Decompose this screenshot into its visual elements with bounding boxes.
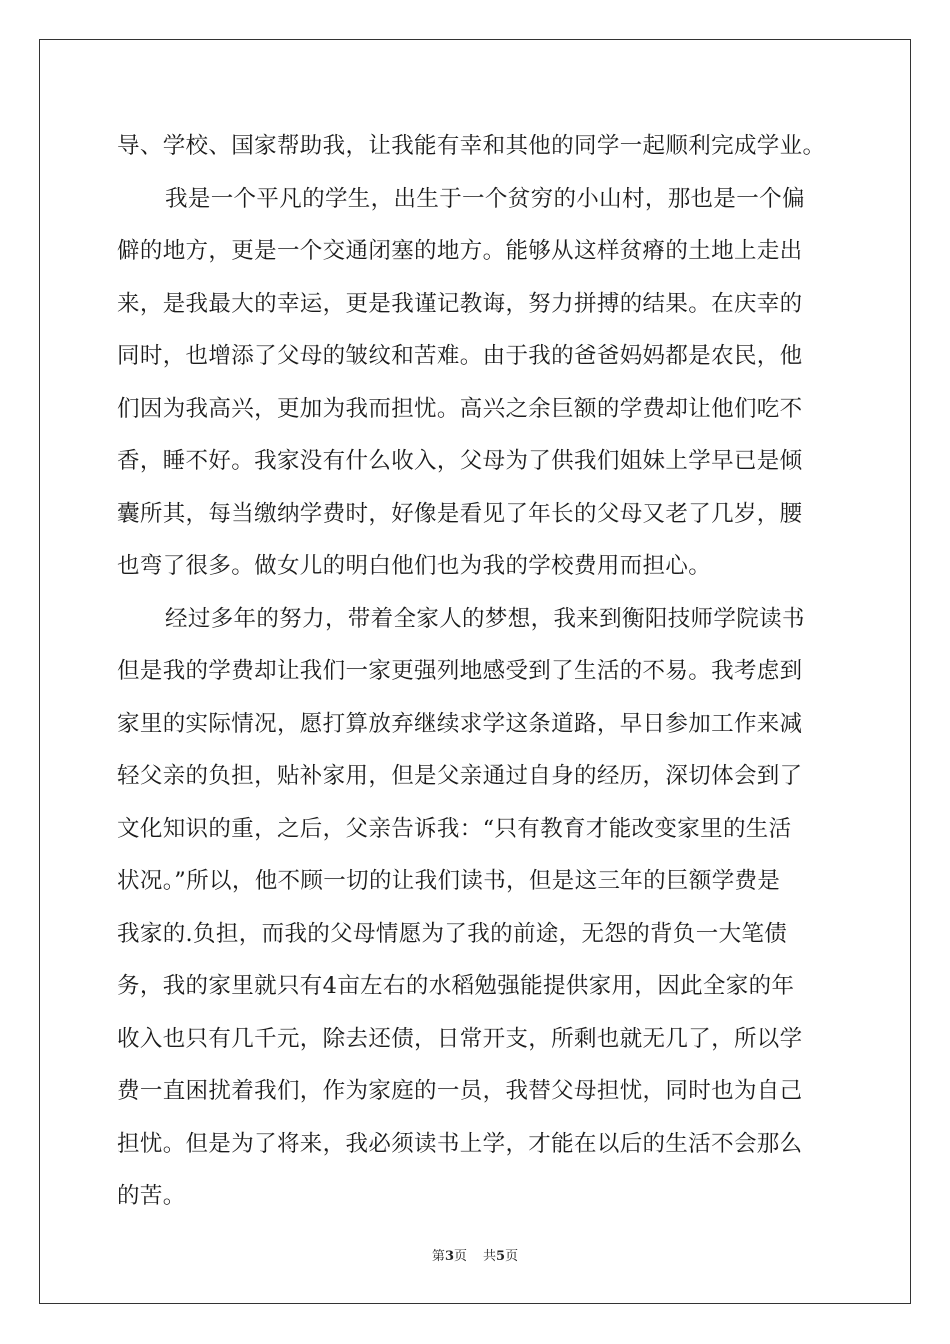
page-number: 3: [444, 1249, 454, 1264]
page-prefix: 第: [431, 1249, 445, 1264]
document-body: [117, 120, 833, 1223]
paragraph-start-line: 我是一个平凡的学生，出生于一个贫穷的小山村，那也是一个偏: [165, 185, 805, 212]
text-line: 也弯了很多。做女儿的明白他们也为我的学校费用而担心。: [117, 553, 712, 579]
page-suffix: 页: [453, 1249, 467, 1264]
total-suffix: 页: [505, 1249, 519, 1264]
text-line: 轻父亲的负担，贴补家用，但是父亲通过自身的经历，深切体会到了: [117, 763, 803, 789]
text-line: 们因为我高兴，更加为我而担忧。高兴之余巨额的学费却让他们吃不: [117, 395, 803, 422]
text-line: 同时，也增添了父母的皱纹和苦难。由于我的爸爸妈妈都是农民，他: [117, 343, 803, 369]
text-line: 我家的.负担，而我的父母情愿为了我的前途，无怨的背负一大笔债: [117, 920, 788, 947]
total-pages: 5: [496, 1249, 506, 1264]
text-line: 导、学校、国家帮助我，让我能有幸和其他的同学一起顺利完成学业。: [117, 133, 826, 159]
total-prefix: 共: [483, 1249, 497, 1264]
text-line: 家里的实际情况，愿打算放弃继续求学这条道路，早日参加工作来减: [117, 710, 803, 737]
text-line: 担忧。但是为了将来，我必须读书上学，才能在以后的生活不会那么: [117, 1130, 803, 1157]
page-footer: [0, 1245, 950, 1264]
text-line: 务，我的家里就只有4亩左右的水稻勉强能提供家用，因此全家的年: [117, 973, 795, 999]
text-line: 来，是我最大的幸运，更是我谨记教诲，努力拼搏的结果。在庆幸的: [117, 290, 803, 317]
text-line: 但是我的学费却让我们一家更强列地感受到了生活的不易。我考虑到: [117, 658, 803, 684]
text-line: 文化知识的重，之后，父亲告诉我：“只有教育才能改变家里的生活: [117, 815, 792, 842]
text-line: 僻的地方，更是一个交通闭塞的地方。能够从这样贫瘠的土地上走出: [117, 238, 803, 264]
text-line: 费一直困扰着我们，作为家庭的一员，我替父母担忧，同时也为自己: [117, 1078, 803, 1104]
text-line: 囊所其，每当缴纳学费时，好像是看见了年长的父母又老了几岁，腰: [117, 500, 803, 527]
text-line: 状况。”所以，他不顾一切的让我们读书，但是这三年的巨额学费是: [117, 868, 781, 894]
text-line: 香，睡不好。我家没有什么收入，父母为了供我们姐妹上学早已是倾: [117, 448, 803, 474]
text-line: 的苦。: [117, 1183, 186, 1209]
text-line: 收入也只有几千元，除去还债，日常开支，所剩也就无几了，所以学: [117, 1025, 803, 1052]
paragraph-start-line: 经过多年的努力，带着全家人的梦想，我来到衡阳技师学院读书: [165, 605, 805, 632]
